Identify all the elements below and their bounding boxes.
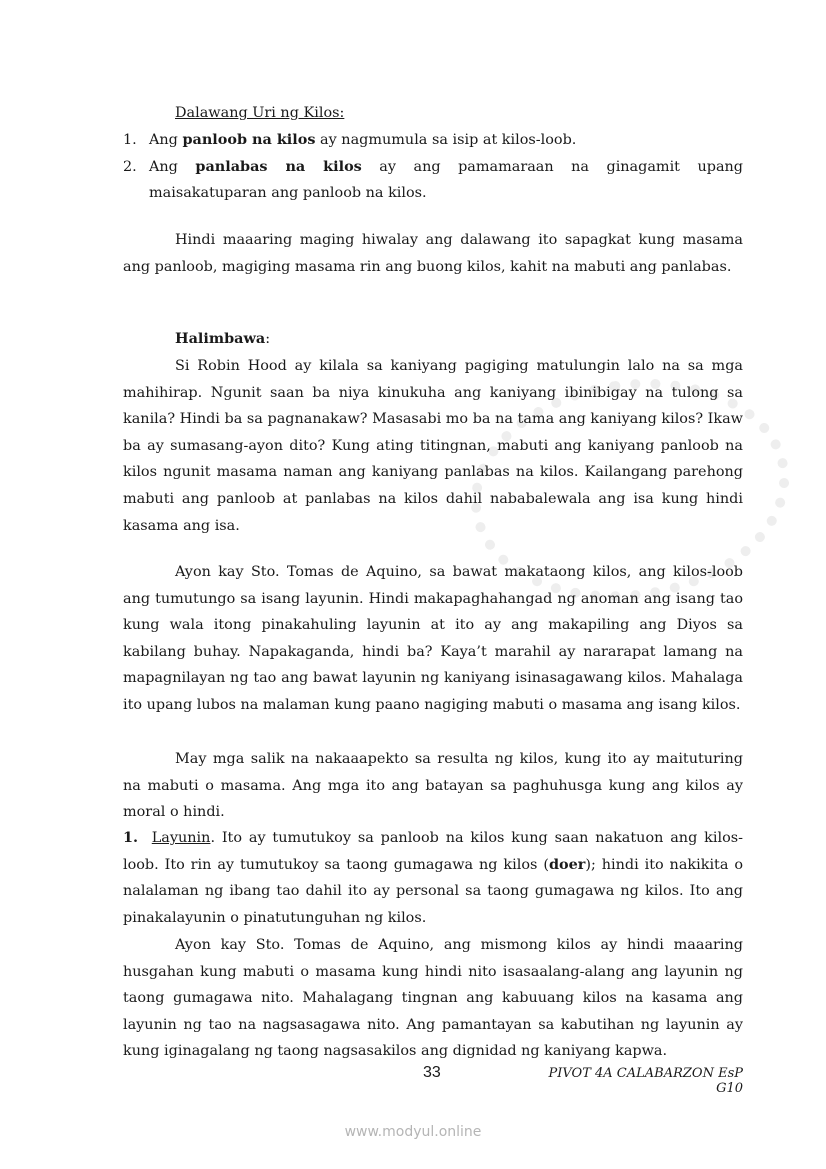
text: ay ang pamamaraan na ginagamit upang maisakatuparan ang panloob na kilos.: [149, 158, 744, 202]
types-list: [123, 127, 743, 207]
text: . Ito ay tumutukoy sa panloob na kilos kung saan nakatuon ang kilos-loob. Ito rin ay tumutukoy sa taong gumagawa ng kilos (: [123, 830, 743, 873]
text: ay nagmumula sa isip at kilos-loob.: [315, 132, 577, 148]
example-label: [123, 326, 743, 353]
paragraph: Si Robin Hood ay kilala sa kaniyang pagiging matulungin lalo na sa mga mahihirap. Ngunit saan ba niya kinukuha ang kaniyang ibinibigay na tulong sa kanila? Hindi ba sa pagnanakaw? Masasabi mo ba na tama ang kaniyang kilos? Ikaw ba ay sumasang-ayon dito? Kung ating titingnan, mabuti ang kaniyang panloob na kilos ngunit masama naman ang kaniyang panlabas na kilos. Kailangang parehong mabuti ang panloob at panlabas na kilos dahil nababalewala ang isa kung hindi kasama ang isa.: [123, 358, 743, 534]
list-item: [123, 154, 743, 207]
factor-term: Layunin: [151, 830, 211, 846]
factor-layunin: [123, 825, 743, 931]
heading-text: Dalawang Uri ng Kilos:: [175, 105, 345, 121]
bold-term: panlabas na kilos: [195, 157, 362, 175]
list-number: 1.: [123, 132, 137, 148]
watermark: www.modyul.online: [344, 1124, 482, 1140]
bold-term: doer: [548, 855, 586, 873]
page-number: 33: [423, 1064, 441, 1081]
paragraph: Hindi maaaring maging hiwalay ang dalawang ito sapagkat kung masama ang panloob, magiging masama rin ang buong kilos, kahit na mabuti ang panlabas.: [123, 232, 743, 275]
factor-number: 1.: [123, 829, 139, 846]
paragraph: Ayon kay Sto. Tomas de Aquino, sa bawat makataong kilos, ang kilos-loob ang tumutungo sa isang layunin. Hindi makapaghahangad ng anoman ang isang tao kung wala itong pinakahuling layunin at ito ay ang makapiling ang Diyos sa kabilang buhay. Napakaganda, hindi ba? Kaya’t marahil ay nararapat lamang na mapagnilayan ng tao ang bawat layunin ng kaniyang isinasagawang kilos. Mahalaga ito upang lubos na malaman kung paano nagiging mabuti o masama ang isang kilos.: [123, 564, 743, 713]
colon: :: [265, 331, 271, 347]
text: ); hindi ito nakikita o nalalaman ng ibang tao dahil ito ay personal sa taong gumagawa ng kilos. Ito ang pinakalayunin o pinatutunguhan ng kilos.: [123, 856, 743, 926]
section-heading: [123, 100, 743, 127]
list-number: 2.: [123, 158, 137, 175]
example-label-text: Halimbawa: [175, 330, 266, 347]
footer-title: PIVOT 4A CALABARZON EsP G10: [548, 1066, 743, 1096]
paragraph: May mga salik na nakaaapekto sa resulta ng kilos, kung ito ay maituturing na mabuti o masama. Ang mga ito ang batayan sa paghuhusga kung ang kilos ay moral o hindi.: [123, 751, 743, 821]
list-item: [123, 127, 743, 154]
bold-term: panloob na kilos: [182, 131, 316, 148]
text: Ang: [149, 158, 196, 175]
paragraph: Ayon kay Sto. Tomas de Aquino, ang mismong kilos ay hindi maaaring husgahan kung mabuti o masama kung hindi nito isasaalang-alang ang layunin ng taong gumagawa nito. Mahalagang tingnan ang kabuuang kilos na kasama ang layunin ng tao na nagsasagawa nito. Ang pamantayan sa kabutihan ng layunin ay kung iginagalang ng taong nagsasakilos ang dignidad ng kaniyang kapwa.: [123, 937, 743, 1060]
text: Ang: [149, 132, 183, 148]
